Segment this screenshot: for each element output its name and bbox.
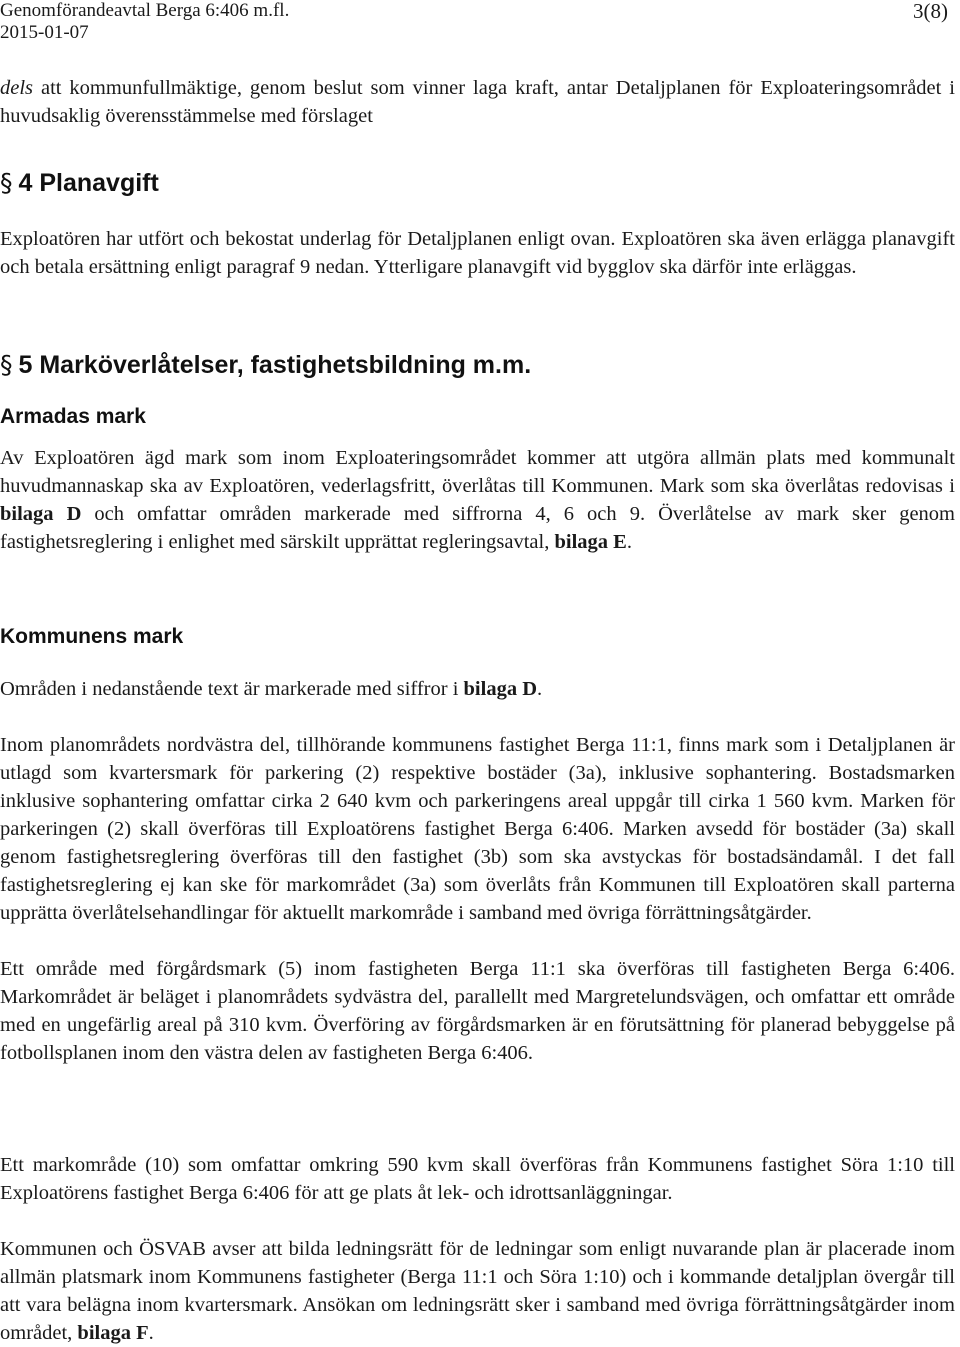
section-4-paragraph: Exploatören har utfört och bekostat underlag för Detaljplanen enligt ovan. Exploatören ska även erlägga planavgift och betala ersättning enligt paragraf 9 nedan. Ytterligare planavgift vid bygglov ska därför inte erläggas. [0,228,955,278]
armadas-mark-heading: Armadas mark [0,405,146,428]
intro-text: att kommunfullmäktige, genom beslut som vinner laga kraft, antar Detaljplanen för Exploateringsområdet i huvudsaklig överensstämmelse med förslaget [0,77,955,127]
intro-paragraph [0,74,955,130]
section-5-title: 5 Marköverlåtelser, fastighetsbildning m.m. [18,351,532,379]
paragraph-symbol: § [0,350,13,379]
header-left [0,0,289,44]
bilaga-d-reference: bilaga D [0,503,82,525]
bilaga-f-reference: bilaga F [77,1322,149,1344]
page-header [0,0,960,48]
kommunens-mark-intro: Områden i nedanstående text är markerade med siffror i bilaga D. [0,678,543,700]
bilaga-e-reference: bilaga E [554,531,627,553]
kommunens-mark-paragraph-1: Inom planområdets nordvästra del, tillhörande kommunens fastighet Berga 11:1, finns mark som i Detaljplanen är utlagd som kvartersmark för parkering (2) respektive bostäder (3a), inklusive sophantering. Bostadsmarken inklusive sophantering omfattar cirka 2 640 kvm och parkeringens areal uppgår till cirka 1 560 kvm. Marken för parkeringen (2) skall överföras till Exploatörens fastighet Berga 6:406. Marken avsedd för bostäder (3a) skall genom fastighetsreglering överföras till den fastighet (3b) som ska avstyckas för bostadsändamål. I det fall fastighetsreglering ej kan ske för markområdet (3a) som överlåts från Kommunen till Exploatören skall parterna upprätta överlåtelsehandlingar för aktuellt markområde i samband med övriga förrättningsåtgärder. [0,734,955,924]
document-date: 2015-01-07 [0,22,89,43]
section-5-heading [0,350,531,380]
document-title: Genomförandeavtal Berga 6:406 m.fl. [0,0,290,21]
paragraph-symbol: § [0,168,13,197]
kommunens-mark-paragraph-4: Kommunen och ÖSVAB avser att bilda ledningsrätt för de ledningar som enligt nuvarande plan är placerade inom allmän platsmark inom Kommunens fastigheter (Berga 11:1 och Söra 1:10) och i kommande detaljplan övergår till att vara belägna inom kvartersmark. Ansökan om ledningsrätt sker i samband med övriga förrättningsåtgärder inom området, bilaga F. [0,1238,955,1344]
armadas-mark-paragraph: Av Exploatören ägd mark som inom Exploateringsområdet kommer att utgöra allmän plats med kommunalt huvudmannaskap ska av Exploatören, vederlagsfritt, överlåtas till Kommunen. Mark som ska överlåtas redovisas i bilaga D och omfattar områden markerade med siffrorna 4, 6 och 9. Överlåtelse av mark sker genom fastighetsreglering i enlighet med särskilt upprättat regleringsavtal, bilaga E. [0,447,955,553]
section-4-title: 4 Planavgift [18,169,159,197]
page-number: 3(8) [913,0,948,23]
bilaga-d-reference: bilaga D [463,678,538,700]
kommunens-mark-heading: Kommunens mark [0,625,184,648]
kommunens-mark-paragraph-3: Ett markområde (10) som omfattar omkring 590 kvm skall överföras från Kommunens fastighet Söra 1:10 till Exploatörens fastighet Berga 6:406 för att ge plats åt lek- och idrottsanläggningar. [0,1154,955,1204]
kommunens-mark-paragraph-2: Ett område med förgårdsmark (5) inom fastigheten Berga 11:1 ska överföras till fastigheten Berga 6:406. Markområdet är beläget i planområdets sydvästra del, parallellt med Margretelundsvägen, och omfattar ett område med en ungefärlig areal på 310 kvm. Överföring av förgårdsmarken är en förutsättning för planerad bebyggelse på fotbollsplanen inom den västra delen av fastigheten Berga 6:406. [0,958,955,1064]
intro-italic-word: dels [0,77,34,99]
section-4-heading [0,168,159,198]
